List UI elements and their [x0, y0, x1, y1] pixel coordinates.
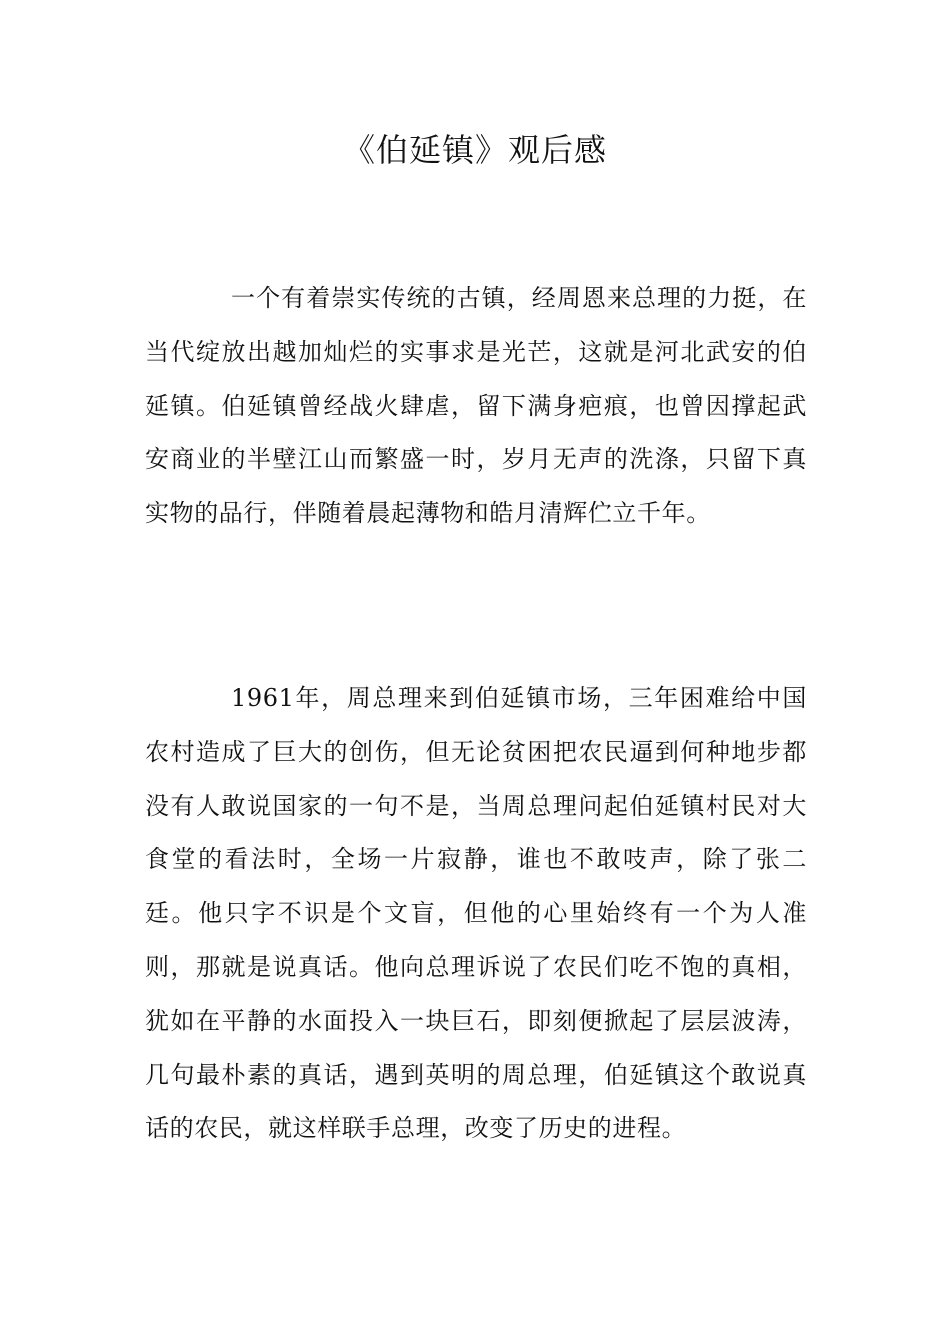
paragraph-1961: 1961年，周总理来到伯延镇市场，三年困难给中国农村造成了巨大的创伤，但无论贫困把农民逼到何种地步都没有人敢说国家的一句不是，当周总理问起伯延镇村民对大食堂的看法时，全场一片寂静，谁也不敢吱声，除了张二廷。他只字不识是个文盲，但他的心里始终有一个为人准则，那就是说真话。他向总理诉说了农民们吃不饱的真相，犹如在平静的水面投入一块巨石，即刻便掀起了层层波涛，几句最朴素的真话，遇到英明的周总理，伯延镇这个敢说真话的农民，就这样联手总理，改变了历史的进程。	[145, 684, 807, 1143]
document-title: 《伯延镇》观后感	[342, 131, 607, 169]
paragraph-intro: 一个有着崇实传统的古镇，经周恩来总理的力挺，在当代绽放出越加灿烂的实事求是光芒，这就是河北武安的伯延镇。伯延镇曾经战火肆虐，留下满身疤痕，也曾因撑起武安商业的半壁江山而繁盛一时，岁月无声的洗涤，只留下真实物的品行，伴随着晨起薄物和皓月清辉伫立千年。	[145, 284, 807, 528]
